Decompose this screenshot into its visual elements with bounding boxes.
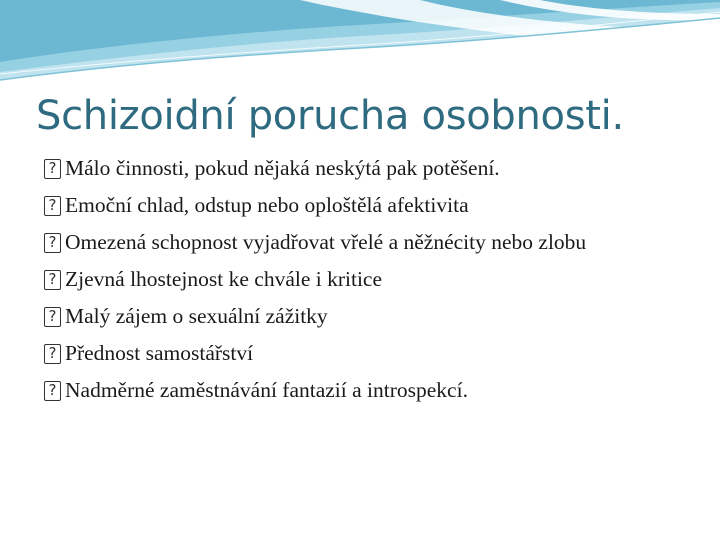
bullet-marker-icon: ? <box>44 270 61 290</box>
bullet-item <box>44 266 694 293</box>
bullet-item <box>44 229 694 256</box>
bullet-text: Málo činnosti, pokud nějaká neskýtá pak potěšení. <box>65 156 500 180</box>
bullet-text: Zjevná lhostejnost ke chvále i kritice <box>65 267 383 291</box>
bullet-item <box>44 303 694 330</box>
slide-title: Schizoidní porucha osobnosti. <box>36 93 624 139</box>
bullet-marker-icon: ? <box>44 344 61 364</box>
bullet-text: Omezená schopnost vyjadřovat vřelé a něžnécity nebo zlobu <box>65 230 587 254</box>
bullet-item <box>44 192 694 219</box>
bullet-text: Přednost samostářství <box>65 341 254 365</box>
bullet-item <box>44 155 694 182</box>
bullet-marker-icon: ? <box>44 307 61 327</box>
bullet-marker-icon: ? <box>44 233 61 253</box>
bullet-item <box>44 377 694 404</box>
bullet-list <box>44 155 694 414</box>
bullet-marker-icon: ? <box>44 381 61 401</box>
bullet-marker-icon: ? <box>44 159 61 179</box>
header-wave-decoration <box>0 0 720 90</box>
bullet-text: Emoční chlad, odstup nebo oploštělá afektivita <box>65 193 469 217</box>
bullet-text: Malý zájem o sexuální zážitky <box>65 304 328 328</box>
bullet-marker-icon: ? <box>44 196 61 216</box>
bullet-text: Nadměrné zaměstnávání fantazií a introspekcí. <box>65 378 468 402</box>
bullet-item <box>44 340 694 367</box>
